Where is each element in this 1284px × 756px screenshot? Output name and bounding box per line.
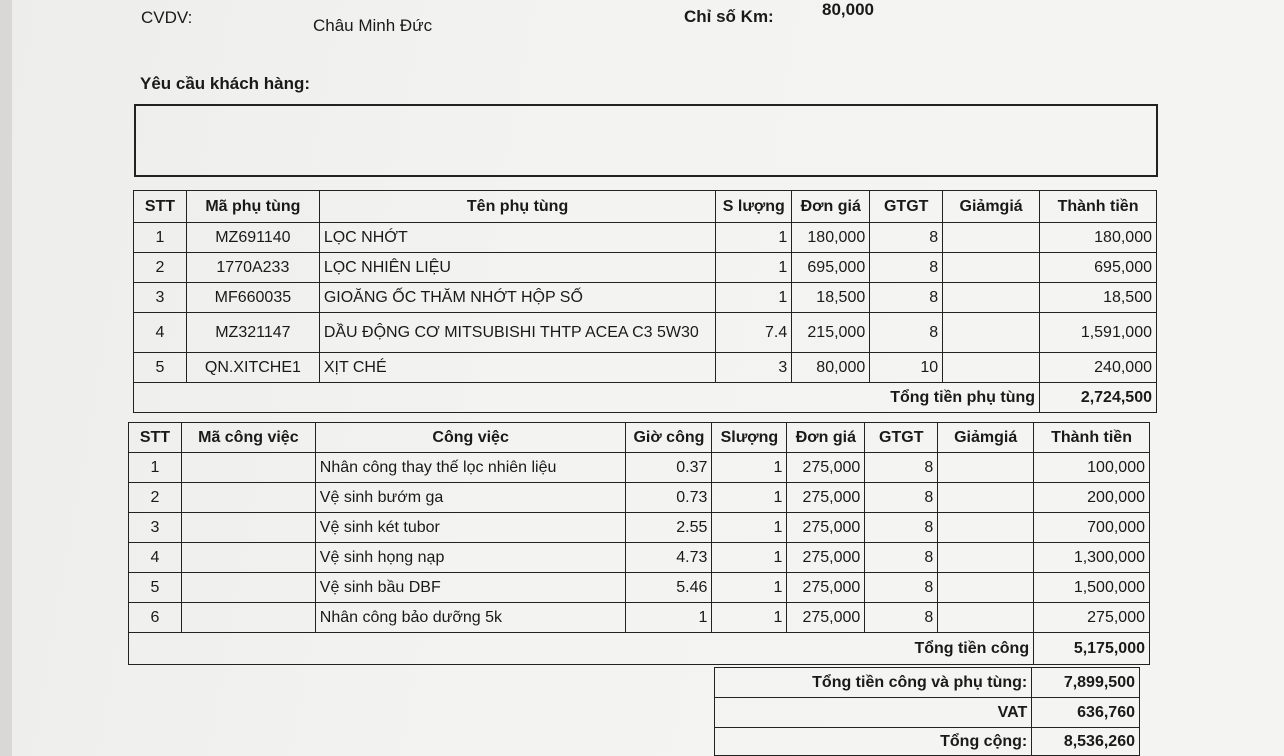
col-header: Mã phụ tùng [186, 191, 319, 223]
cell-name: Vệ sinh két tubor [315, 513, 626, 543]
cell-discount [943, 223, 1040, 253]
request-label: Yêu cầu khách hàng: [140, 74, 311, 93]
cell-qty: 1 [716, 283, 792, 313]
cell-code [181, 603, 315, 633]
summary-row [715, 698, 1140, 728]
col-header: Giờ công [626, 423, 712, 453]
col-header: STT [134, 191, 187, 223]
cell-code: 1770A233 [186, 253, 319, 283]
summary-label: Tổng cộng: [715, 728, 1032, 756]
cell-vat: 10 [870, 353, 943, 383]
cell-stt: 5 [134, 353, 187, 383]
cvdv-label: CVDV: [141, 8, 193, 27]
cell-code: MF660035 [186, 283, 319, 313]
cell-total: 1,500,000 [1034, 573, 1150, 603]
cell-total: 100,000 [1034, 453, 1150, 483]
cell-discount [938, 543, 1034, 573]
cell-name: LỌC NHỚT [319, 223, 715, 253]
cell-price: 80,000 [792, 353, 870, 383]
km-label: Chỉ số Km: [684, 7, 774, 26]
cell-discount [938, 573, 1034, 603]
cell-price: 695,000 [792, 253, 870, 283]
labor-table [128, 422, 1150, 665]
col-header: Công việc [315, 423, 626, 453]
cell-vat: 8 [865, 453, 938, 483]
cell-code: QN.XITCHE1 [186, 353, 319, 383]
cell-name: Nhân công bảo dưỡng 5k [315, 603, 626, 633]
summary-label: Tổng tiền công và phụ tùng: [715, 668, 1032, 698]
summary-row [715, 668, 1140, 698]
cell-code [181, 483, 315, 513]
cell-code: MZ691140 [186, 223, 319, 253]
cell-code [181, 453, 315, 483]
cell-vat: 8 [870, 253, 943, 283]
col-header: S lượng [716, 191, 792, 223]
cell-stt: 6 [129, 603, 182, 633]
labor-total-row [129, 633, 1150, 665]
cell-name: XỊT CHÉ [319, 353, 715, 383]
cell-stt: 4 [134, 313, 187, 353]
cell-price: 180,000 [792, 223, 870, 253]
cell-stt: 5 [129, 573, 182, 603]
cell-name: Vệ sinh bầu DBF [315, 573, 626, 603]
cell-vat: 8 [865, 513, 938, 543]
cell-discount [943, 313, 1040, 353]
cell-total: 18,500 [1040, 283, 1157, 313]
table-row [129, 543, 1150, 573]
cell-stt: 1 [134, 223, 187, 253]
cell-hours: 0.37 [626, 453, 712, 483]
cell-stt: 2 [129, 483, 182, 513]
cell-total: 1,300,000 [1034, 543, 1150, 573]
cell-stt: 1 [129, 453, 182, 483]
table-row [134, 353, 1157, 383]
cell-qty: 7.4 [716, 313, 792, 353]
summary-value: 636,760 [1032, 698, 1140, 728]
parts-total-value: 2,724,500 [1040, 383, 1157, 413]
km-value: 80,000 [822, 0, 874, 19]
col-header: Tên phụ tùng [319, 191, 715, 223]
col-header: Đơn giá [792, 191, 870, 223]
cell-stt: 4 [129, 543, 182, 573]
cell-hours: 0.73 [626, 483, 712, 513]
cell-total: 275,000 [1034, 603, 1150, 633]
summary-table [714, 667, 1140, 756]
cell-hours: 4.73 [626, 543, 712, 573]
cvdv-value: Châu Minh Đức [313, 16, 433, 35]
cell-discount [938, 453, 1034, 483]
col-header: STT [129, 423, 182, 453]
summary-label: VAT [715, 698, 1032, 728]
cell-name: LỌC NHIÊN LIỆU [319, 253, 715, 283]
cell-hours: 2.55 [626, 513, 712, 543]
cell-price: 275,000 [787, 573, 865, 603]
cell-price: 215,000 [792, 313, 870, 353]
cell-hours: 5.46 [626, 573, 712, 603]
cell-stt: 3 [134, 283, 187, 313]
col-header: Mã công việc [181, 423, 315, 453]
cell-code: MZ321147 [186, 313, 319, 353]
col-header: Thành tiền [1040, 191, 1157, 223]
cell-name: Nhân công thay thế lọc nhiên liệu [315, 453, 626, 483]
parts-table [133, 190, 1157, 413]
col-header: GTGT [870, 191, 943, 223]
cell-code [181, 573, 315, 603]
labor-total-label: Tổng tiền công [129, 633, 1034, 665]
cell-qty: 1 [712, 543, 787, 573]
cell-name: Vệ sinh bướm ga [315, 483, 626, 513]
cell-price: 18,500 [792, 283, 870, 313]
parts-total-row [134, 383, 1157, 413]
table-row [134, 313, 1157, 353]
parts-header-row [134, 191, 1157, 223]
cell-qty: 1 [712, 483, 787, 513]
cell-price: 275,000 [787, 453, 865, 483]
cell-discount [943, 253, 1040, 283]
customer-request-box [134, 104, 1158, 177]
cell-discount [938, 483, 1034, 513]
table-row [134, 253, 1157, 283]
cell-vat: 8 [865, 483, 938, 513]
col-header: Giảmgiá [938, 423, 1034, 453]
table-row [129, 453, 1150, 483]
cell-price: 275,000 [787, 513, 865, 543]
cell-price: 275,000 [787, 603, 865, 633]
col-header: Slượng [712, 423, 787, 453]
col-header: Đơn giá [787, 423, 865, 453]
cell-stt: 3 [129, 513, 182, 543]
cell-code [181, 543, 315, 573]
summary-value: 7,899,500 [1032, 668, 1140, 698]
cell-total: 240,000 [1040, 353, 1157, 383]
cell-code [181, 513, 315, 543]
cell-qty: 1 [716, 253, 792, 283]
table-row [134, 283, 1157, 313]
labor-header-row [129, 423, 1150, 453]
cell-vat: 8 [865, 603, 938, 633]
cell-name: GIOĂNG ỐC THĂM NHỚT HỘP SỐ [319, 283, 715, 313]
table-row [134, 223, 1157, 253]
cell-stt: 2 [134, 253, 187, 283]
cell-discount [943, 283, 1040, 313]
cell-name: DẦU ĐỘNG CƠ MITSUBISHI THTP ACEA C3 5W30 [319, 313, 715, 353]
cell-price: 275,000 [787, 483, 865, 513]
cell-total: 695,000 [1040, 253, 1157, 283]
table-row [129, 573, 1150, 603]
labor-total-value: 5,175,000 [1034, 633, 1150, 665]
cell-total: 200,000 [1034, 483, 1150, 513]
col-header: Giảmgiá [943, 191, 1040, 223]
cell-vat: 8 [870, 313, 943, 353]
cell-price: 275,000 [787, 543, 865, 573]
cell-qty: 1 [712, 573, 787, 603]
cell-qty: 1 [712, 453, 787, 483]
cell-total: 1,591,000 [1040, 313, 1157, 353]
cell-discount [938, 513, 1034, 543]
col-header: GTGT [865, 423, 938, 453]
cell-discount [943, 353, 1040, 383]
summary-value: 8,536,260 [1032, 728, 1140, 756]
cell-vat: 8 [865, 573, 938, 603]
table-row [129, 603, 1150, 633]
cell-qty: 1 [712, 603, 787, 633]
cell-discount [938, 603, 1034, 633]
cell-qty: 1 [716, 223, 792, 253]
cell-total: 700,000 [1034, 513, 1150, 543]
cell-total: 180,000 [1040, 223, 1157, 253]
cell-vat: 8 [865, 543, 938, 573]
cell-qty: 1 [712, 513, 787, 543]
cell-vat: 8 [870, 223, 943, 253]
cell-qty: 3 [716, 353, 792, 383]
parts-total-label: Tổng tiền phụ tùng [134, 383, 1040, 413]
table-row [129, 513, 1150, 543]
cell-hours: 1 [626, 603, 712, 633]
table-row [129, 483, 1150, 513]
cell-vat: 8 [870, 283, 943, 313]
col-header: Thành tiền [1034, 423, 1150, 453]
cell-name: Vệ sinh họng nạp [315, 543, 626, 573]
summary-row [715, 728, 1140, 756]
